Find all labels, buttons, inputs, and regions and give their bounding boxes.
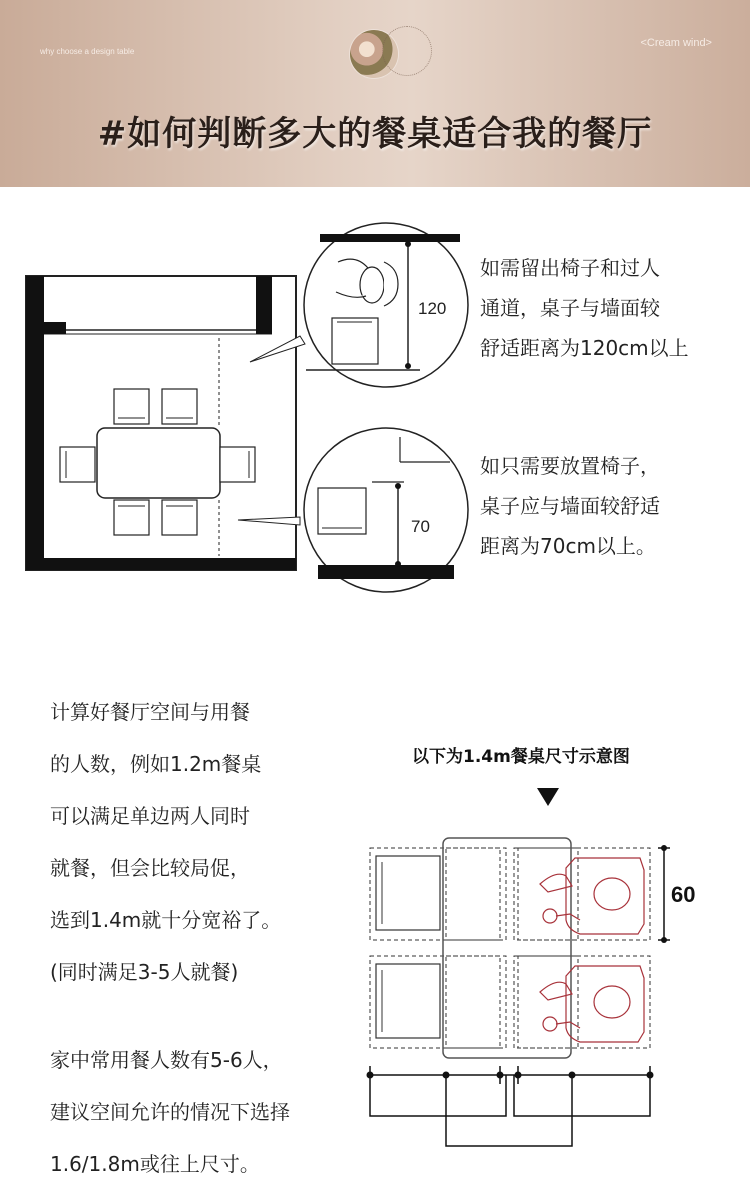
person-topview-icon [540,858,644,1042]
diagram-title: 以下为1.4m餐桌尺寸示意图 [412,747,630,767]
dim-label-70: 70 [411,517,430,536]
sizing-advice: 家中常用餐人数有5-6人， 建议空间允许的情况下选择 1.6/1.8m或往上尺寸。 [50,1048,290,1176]
sizing-explanation: 计算好餐厅空间与用餐 的人数，例如1.2m餐桌 可以满足单边两人同时 就餐，但会比较局促， 选到1.4m就十分宽裕了。 (同时满足3-5人就餐) [50,700,282,984]
note-70cm: 如只需要放置椅子， 桌子应与墙面较舒适 距离为70cm以上。 [480,454,660,558]
banner-tagline-right: <Cream wind> [640,37,712,49]
note-120cm: 如需留出椅子和过人 通道，桌子与墙面较 舒适距离为120cm以上 [480,256,689,360]
banner-tagline-left: why choose a design table [40,47,135,56]
dim-label-120: 120 [418,299,447,318]
chair [376,856,440,930]
dim-label-60: 60 [671,882,696,907]
arrow-down-icon [537,788,559,806]
table-outline [443,838,571,1058]
page-title: #如何判断多大的餐桌适合我的餐厅 [97,114,653,154]
chair [376,964,440,1038]
